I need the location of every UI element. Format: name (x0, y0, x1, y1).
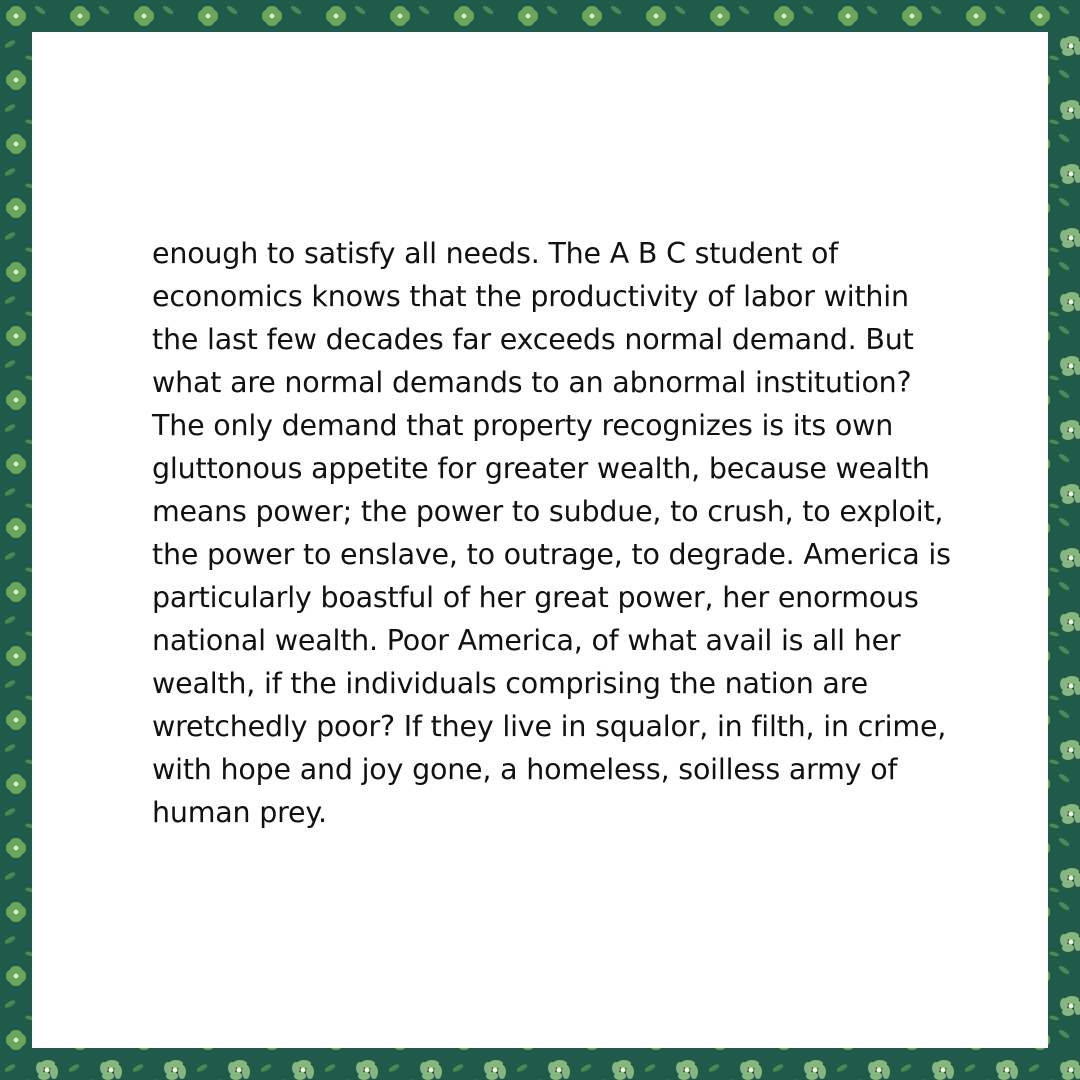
text-line: national wealth. Poor America, of what avail is all her (152, 624, 901, 657)
passage-text (152, 232, 982, 834)
text-line: wealth, if the individuals comprising the nation are (152, 667, 868, 700)
text-line: The only demand that property recognizes is its own (152, 409, 894, 442)
text-line: economics knows that the productivity of labor within (152, 280, 909, 313)
text-line: enough to satisfy all needs. The A B C student of (152, 237, 839, 270)
text-line: what are normal demands to an abnormal institution? (152, 366, 912, 399)
text-line: gluttonous appetite for greater wealth, because wealth (152, 452, 930, 485)
text-line: the power to enslave, to outrage, to degrade. America is (152, 538, 951, 571)
text-line: the last few decades far exceeds normal demand. But (152, 323, 914, 356)
page-card (32, 32, 1048, 1048)
text-line: human prey. (152, 796, 327, 829)
text-line: wretchedly poor? If they live in squalor, in filth, in crime, (152, 710, 947, 743)
text-line: means power; the power to subdue, to crush, to exploit, (152, 495, 944, 528)
text-line: particularly boastful of her great power, her enormous (152, 581, 919, 614)
text-line: with hope and joy gone, a homeless, soilless army of (152, 753, 898, 786)
